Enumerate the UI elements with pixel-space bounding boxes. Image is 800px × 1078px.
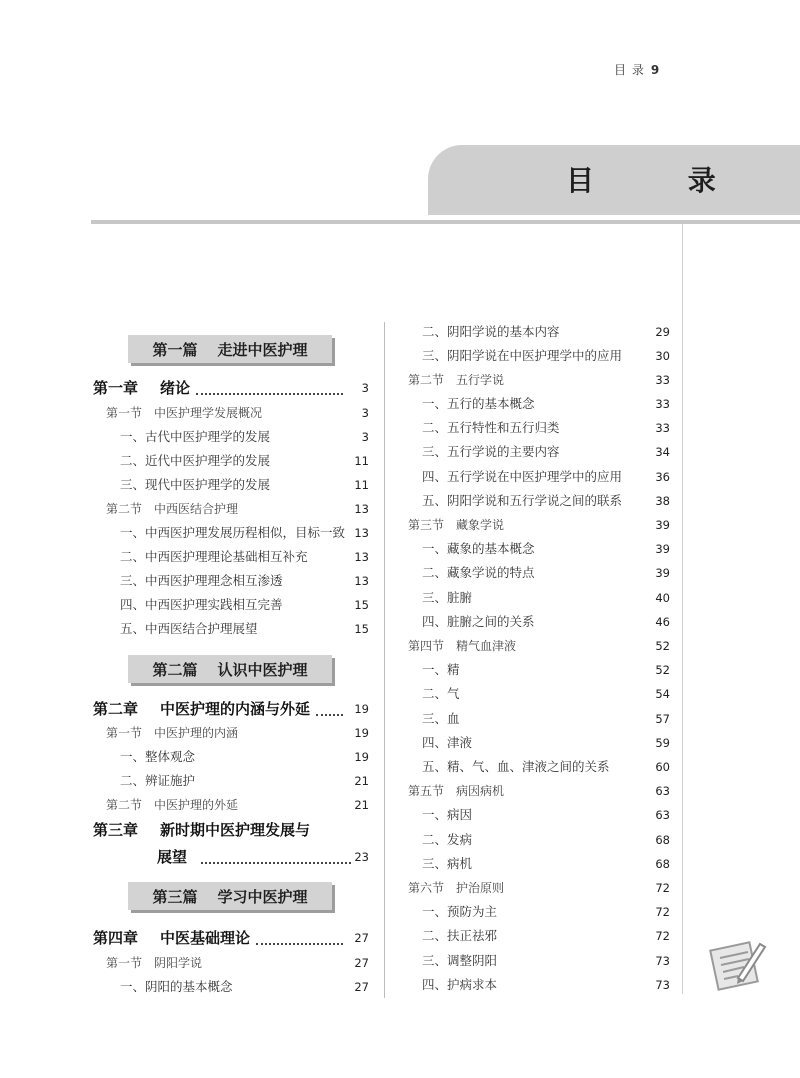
- part-heading-2[interactable]: [128, 655, 332, 683]
- page-ref: 30: [655, 349, 670, 363]
- page-ref: 39: [655, 518, 670, 532]
- section-title: 第一节 阴阳学说: [106, 956, 203, 970]
- leader-dots: [256, 933, 343, 945]
- page-ref: 19: [354, 702, 369, 716]
- toc-chapter-4[interactable]: [93, 926, 369, 950]
- toc-item[interactable]: [422, 322, 670, 342]
- toc-item[interactable]: [422, 467, 670, 487]
- page-ref: 19: [354, 750, 369, 764]
- toc-item[interactable]: [120, 977, 369, 997]
- page-ref: 72: [655, 905, 670, 919]
- page-ref: 38: [655, 494, 670, 508]
- page-ref: 21: [354, 774, 369, 788]
- item-title: 一、病因: [422, 807, 473, 822]
- item-title: 一、整体观念: [120, 749, 196, 764]
- toc-item[interactable]: [120, 547, 369, 567]
- page-ref: 15: [354, 622, 369, 636]
- item-title: 二、近代中医护理学的发展: [120, 453, 271, 468]
- item-title: 二、气: [422, 686, 460, 701]
- page-ref: 59: [655, 736, 670, 750]
- toc-item[interactable]: [120, 595, 369, 615]
- item-title: 四、五行学说在中医护理学中的应用: [422, 469, 623, 484]
- toc-item[interactable]: [422, 418, 670, 438]
- toc-chapter-3-cont[interactable]: [157, 845, 369, 869]
- notepad-pencil-icon: [708, 934, 768, 994]
- item-title: 五、精、气、血、津液之间的关系: [422, 759, 610, 774]
- page-ref: 39: [655, 566, 670, 580]
- page-ref: 3: [361, 406, 369, 420]
- toc-item[interactable]: [120, 571, 369, 591]
- page-ref: 21: [354, 798, 369, 812]
- page-ref: 73: [655, 978, 670, 992]
- item-title: 三、五行学说的主要内容: [422, 444, 560, 459]
- page-ref: 33: [655, 373, 670, 387]
- page-number: 9: [650, 63, 661, 77]
- page-ref: 52: [655, 663, 670, 677]
- column-divider: [384, 322, 385, 998]
- page-ref: 3: [361, 381, 369, 395]
- item-title: 三、血: [422, 711, 460, 726]
- item-title: 四、护病求本: [422, 977, 498, 992]
- item-title: 二、五行特性和五行归类: [422, 420, 560, 435]
- toc-item[interactable]: [422, 757, 670, 777]
- item-title: 四、津液: [422, 735, 473, 750]
- page-ref: 33: [655, 397, 670, 411]
- item-title: 三、脏腑: [422, 590, 473, 605]
- toc-item[interactable]: [422, 563, 670, 583]
- toc-item[interactable]: [422, 660, 670, 680]
- part-name: 走进中医护理: [217, 340, 308, 359]
- page-ref: 72: [655, 881, 670, 895]
- item-title: 三、病机: [422, 856, 473, 871]
- page-ref: 73: [655, 954, 670, 968]
- section-title: 第六节 护治原则: [408, 881, 505, 895]
- item-title: 五、阴阳学说和五行学说之间的联系: [422, 493, 623, 508]
- page-ref: 27: [354, 980, 369, 994]
- item-title: 二、中西医护理理论基础相互补充: [120, 549, 308, 564]
- toc-section[interactable]: [408, 781, 670, 801]
- item-title: 三、中西医护理理念相互渗透: [120, 573, 283, 588]
- page-ref: 27: [354, 931, 369, 945]
- chapter-title-cont: 展望: [157, 848, 188, 866]
- page-ref: 52: [655, 639, 670, 653]
- toc-item[interactable]: [422, 394, 670, 414]
- page-ref: 68: [655, 857, 670, 871]
- page-ref: 3: [361, 430, 369, 444]
- title-rule: [91, 220, 800, 224]
- part-name: 学习中医护理: [217, 887, 308, 906]
- toc-chapter-3[interactable]: [93, 818, 369, 842]
- side-rule: [682, 224, 683, 994]
- chapter-label: 第二章: [93, 700, 139, 718]
- part-ordinal: 第三篇: [152, 887, 198, 906]
- page-ref: 63: [655, 808, 670, 822]
- toc-section[interactable]: [106, 795, 369, 815]
- leader-dots: [316, 704, 343, 716]
- section-title: 第四节 精气血津液: [408, 639, 517, 653]
- section-title: 第三节 藏象学说: [408, 518, 505, 532]
- toc-item[interactable]: [120, 523, 369, 543]
- item-title: 一、精: [422, 662, 460, 677]
- page-ref: 60: [655, 760, 670, 774]
- toc-chapter-2[interactable]: [93, 697, 369, 721]
- item-title: 二、藏象学说的特点: [422, 565, 535, 580]
- toc-item[interactable]: [422, 951, 670, 971]
- toc-item[interactable]: [120, 451, 369, 471]
- toc-chapter-1[interactable]: [93, 376, 369, 400]
- toc-item[interactable]: [422, 442, 670, 462]
- leader-dots: [196, 383, 343, 395]
- part-heading-3[interactable]: [128, 882, 332, 910]
- item-title: 一、古代中医护理学的发展: [120, 429, 271, 444]
- item-title: 三、调整阴阳: [422, 953, 498, 968]
- item-title: 二、阴阳学说的基本内容: [422, 324, 560, 339]
- page-ref: 13: [354, 574, 369, 588]
- page-ref: 39: [655, 542, 670, 556]
- chapter-title: 中医基础理论: [160, 929, 251, 947]
- item-title: 一、藏象的基本概念: [422, 541, 535, 556]
- part-heading-1[interactable]: [128, 335, 332, 363]
- page-ref: 11: [354, 478, 369, 492]
- toc-section[interactable]: [106, 499, 369, 519]
- section-title: 第二节 五行学说: [408, 373, 505, 387]
- chapter-title: 中医护理的内涵与外延: [160, 700, 311, 718]
- section-title: 第一节 中医护理的内涵: [106, 726, 239, 740]
- chapter-label: 第四章: [93, 929, 139, 947]
- running-head-label: 目 录: [614, 63, 645, 77]
- toc-item[interactable]: [422, 346, 670, 366]
- toc-section[interactable]: [408, 370, 670, 390]
- part-name: 认识中医护理: [217, 660, 308, 679]
- toc-section[interactable]: [408, 878, 670, 898]
- section-title: 第五节 病因病机: [408, 784, 505, 798]
- item-title: 一、中西医护理发展历程相似，目标一致: [120, 525, 346, 540]
- item-title: 一、预防为主: [422, 904, 498, 919]
- page-ref: 40: [655, 591, 670, 605]
- part-ordinal: 第二篇: [152, 660, 198, 679]
- page-ref: 54: [655, 687, 670, 701]
- section-title: 第一节 中医护理学发展概况: [106, 406, 263, 420]
- item-title: 一、五行的基本概念: [422, 396, 535, 411]
- chapter-title: 新时期中医护理发展与: [160, 821, 311, 839]
- toc-item[interactable]: [422, 733, 670, 753]
- toc-item[interactable]: [120, 475, 369, 495]
- section-title: 第二节 中医护理的外延: [106, 798, 239, 812]
- toc-item[interactable]: [422, 805, 670, 825]
- toc-item[interactable]: [422, 491, 670, 511]
- item-title: 三、阴阳学说在中医护理学中的应用: [422, 348, 623, 363]
- part-ordinal: 第一篇: [152, 340, 198, 359]
- toc-section[interactable]: [106, 953, 369, 973]
- chapter-label: 第三章: [93, 821, 139, 839]
- page-ref: 19: [354, 726, 369, 740]
- item-title: 四、中西医护理实践相互完善: [120, 597, 283, 612]
- toc-item[interactable]: [422, 975, 670, 995]
- page-ref: 13: [354, 550, 369, 564]
- title-banner: [428, 145, 800, 215]
- toc-item[interactable]: [422, 588, 670, 608]
- toc-item[interactable]: [422, 709, 670, 729]
- running-head: [614, 61, 660, 78]
- toc-section[interactable]: [106, 723, 369, 743]
- toc-section[interactable]: [106, 403, 369, 423]
- item-title: 二、辨证施护: [120, 773, 196, 788]
- toc-item[interactable]: [422, 612, 670, 632]
- page-ref: 29: [655, 325, 670, 339]
- item-title: 二、发病: [422, 832, 473, 847]
- toc-item[interactable]: [422, 926, 670, 946]
- page-ref: 33: [655, 421, 670, 435]
- item-title: 三、现代中医护理学的发展: [120, 477, 271, 492]
- toc-item[interactable]: [120, 747, 369, 767]
- page-title: 目 录: [566, 164, 758, 197]
- toc-item[interactable]: [422, 539, 670, 559]
- item-title: 二、扶正祛邪: [422, 928, 498, 943]
- page-ref: 11: [354, 454, 369, 468]
- chapter-title: 绪论: [160, 379, 191, 397]
- toc-item[interactable]: [422, 854, 670, 874]
- page-ref: 46: [655, 615, 670, 629]
- page-ref: 63: [655, 784, 670, 798]
- toc-item[interactable]: [422, 902, 670, 922]
- page-ref: 15: [354, 598, 369, 612]
- section-title: 第二节 中西医结合护理: [106, 502, 239, 516]
- page-ref: 23: [354, 850, 369, 864]
- toc-item[interactable]: [422, 684, 670, 704]
- item-title: 一、阴阳的基本概念: [120, 979, 233, 994]
- page-ref: 72: [655, 929, 670, 943]
- toc-section[interactable]: [408, 515, 670, 535]
- toc-item[interactable]: [422, 830, 670, 850]
- toc-item[interactable]: [120, 619, 369, 639]
- toc-section[interactable]: [408, 636, 670, 656]
- page-ref: 36: [655, 470, 670, 484]
- toc-item[interactable]: [120, 771, 369, 791]
- item-title: 四、脏腑之间的关系: [422, 614, 535, 629]
- page-ref: 13: [354, 526, 369, 540]
- item-title: 五、中西医结合护理展望: [120, 621, 258, 636]
- page-ref: 57: [655, 712, 670, 726]
- page-ref: 13: [354, 502, 369, 516]
- leader-dots: [201, 852, 351, 864]
- page-ref: 34: [655, 445, 670, 459]
- toc-item[interactable]: [120, 427, 369, 447]
- page-ref: 68: [655, 833, 670, 847]
- page-ref: 27: [354, 956, 369, 970]
- chapter-label: 第一章: [93, 379, 139, 397]
